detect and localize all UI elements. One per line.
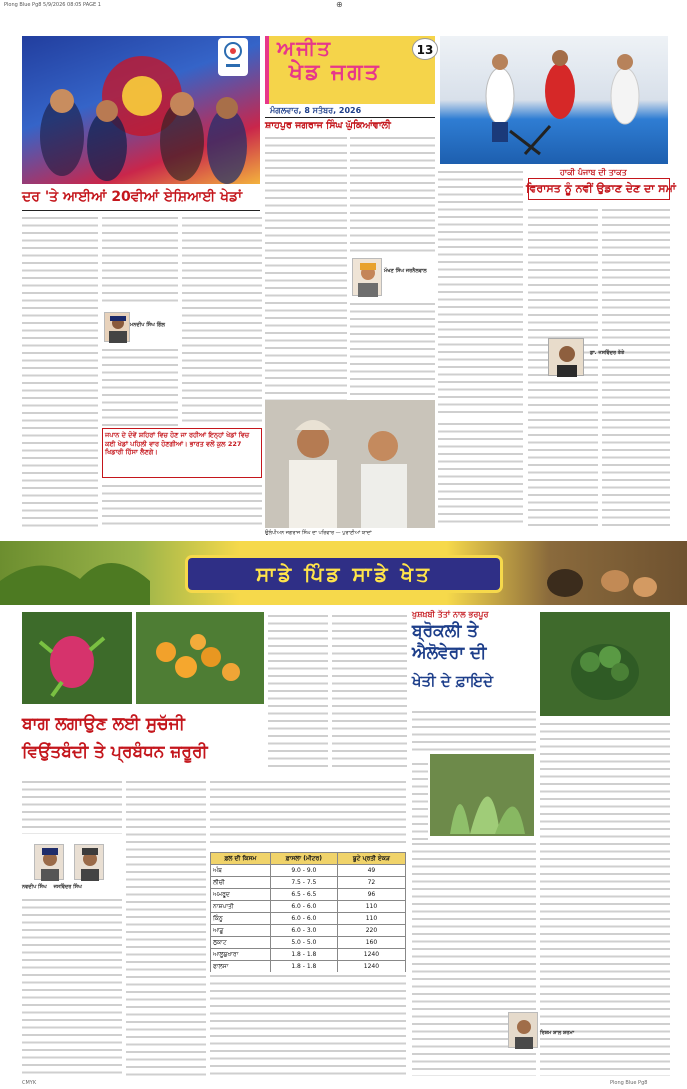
table-cell: 1.8 - 1.8	[270, 961, 337, 973]
table-cell: ਫਾਲਸਾ	[211, 961, 271, 973]
broccoli-headline-line3: ਖੇਤੀ ਦੇ ਫ਼ਾਇਦੇ	[412, 672, 494, 690]
table-cell: 6.0 - 3.0	[270, 925, 337, 937]
table-cell: ਆੜੂ	[211, 925, 271, 937]
footer-left: CMYK	[22, 1080, 37, 1086]
table-header: ਬੂਟੇ ਪ੍ਰਤੀ ਏਕੜ	[337, 853, 405, 865]
left-story-col3	[182, 214, 262, 426]
garden-col2	[126, 778, 206, 1076]
table-row	[211, 889, 406, 901]
garden-headline-line2: ਵਿਉਂਤਬੰਦੀ ਤੇ ਪ੍ਰਬੰਧਨ ਜ਼ਰੂਰੀ	[22, 742, 208, 762]
spacing-table-grid	[210, 852, 406, 985]
left-story-col1	[22, 214, 98, 530]
table-header: ਫ਼ਲ ਦੀ ਕਿਸਮ	[211, 853, 271, 865]
middle-byline: ਸ਼ਾਹਪੁਰ ਜਗਰਾਜ ਸਿੰਘ ਘੁੱਕਿਆਂਵਾਲੀ	[265, 120, 391, 131]
middle-col3b	[438, 420, 523, 528]
garden-col3	[210, 778, 406, 848]
table-cell: ਅਮਰੂਦ	[211, 889, 271, 901]
broccoli-headline-line2: ਐਲੋਵੇਰਾ ਦੀ	[412, 643, 487, 663]
table-cell: 9.0 - 9.0	[270, 865, 337, 877]
hockey-col2	[602, 206, 670, 526]
author-portrait-rishamshal	[508, 1012, 538, 1048]
table-cell: ਆਲੂਬੁਖਾਰਾ	[211, 949, 271, 961]
loquat-photo	[136, 612, 264, 704]
footer-right: Plong Blue Pg8	[610, 1080, 648, 1086]
table-cell: 220	[337, 925, 405, 937]
strip-text: Plong Blue Pg8 5/9/2026 08:05 PAGE 1	[4, 2, 101, 8]
table-cell: 110	[337, 901, 405, 913]
table-cell: 6.5 - 6.5	[270, 889, 337, 901]
table-header: ਫ਼ਾਸਲਾ (ਮੀਟਰ)	[270, 853, 337, 865]
table-row	[211, 901, 406, 913]
garden-side-col2	[332, 612, 407, 772]
table-cell: 1240	[337, 961, 405, 973]
spacing-table	[210, 852, 406, 985]
highlight-box	[102, 428, 262, 478]
aloe-vera-photo	[430, 754, 534, 836]
author-name-jaswinder: ਡਾ. ਜਸਵਿੰਦਰ ਤੱਤੇ	[590, 350, 625, 356]
table-cell: 72	[337, 877, 405, 889]
garden-col3b	[210, 972, 406, 1076]
table-row	[211, 865, 406, 877]
table-cell: ਲੀਚੀ	[211, 877, 271, 889]
table-row	[211, 937, 406, 949]
portrait-jaswinder	[548, 338, 584, 376]
table-cell: ਅੰਬ	[211, 865, 271, 877]
garden-authors: ਨਵਦੀਪ ਸਿੰਘ ਜਸਵਿੰਦਰ ਸਿੰਘ	[22, 884, 82, 890]
hockey-headline: ਵਿਰਾਸਤ ਨੂੰ ਨਵੀਂ ਉਡਾਣ ਦੇਣ ਦਾ ਸਮਾਂ	[526, 182, 676, 195]
printer-strip	[0, 0, 687, 10]
middle-col2	[350, 134, 435, 254]
table-cell: ਕਿੰਨੂ	[211, 913, 271, 925]
page-number: 13	[416, 43, 434, 57]
author-name-mandeep: ਮਨਦੀਪ ਸਿੰਘ ਗਿੱਲ	[130, 322, 166, 328]
left-story-col2b	[102, 346, 178, 426]
broccoli-col-intro	[412, 708, 536, 752]
table-row	[211, 961, 406, 973]
table-row	[211, 949, 406, 961]
registration-mark-icon: ⊕	[336, 0, 343, 9]
table-cell: ਨਾਸ਼ਪਾਤੀ	[211, 901, 271, 913]
broccoli-col2	[540, 720, 670, 1076]
family-photo-caption: ਉਲੰਪੀਅਨ ਜਗਰਾਜ ਸਿੰਘ ਦਾ ਪਰਿਵਾਰ — ਪੁਰਾਣੀਆਂ ਯਾਦਾਂ	[265, 530, 372, 536]
page-number-badge	[412, 38, 438, 60]
dragon-fruit-photo	[22, 612, 132, 704]
hockey-players-graphic	[440, 36, 668, 164]
table-cell: 110	[337, 913, 405, 925]
left-story-col2c	[102, 482, 262, 530]
table-cell: 6.0 - 6.0	[270, 901, 337, 913]
hockey-photo	[440, 36, 668, 164]
garden-side-col	[268, 612, 328, 772]
table-cell: 6.0 - 6.0	[270, 913, 337, 925]
table-row	[211, 877, 406, 889]
table-cell: 49	[337, 865, 405, 877]
table-cell: 7.5 - 7.5	[270, 877, 337, 889]
masthead-title-top: ਅਜੀਤ	[277, 36, 333, 60]
table-cell: 1240	[337, 949, 405, 961]
table-cell: ਲੁਕਾਟ	[211, 937, 271, 949]
table-row	[211, 925, 406, 937]
middle-col3	[438, 168, 523, 418]
hockey-kicker: ਹਾਕੀ ਪੰਜਾਬ ਦੀ ਤਾਕਤ	[560, 168, 627, 177]
author-name-rishamshal: ਰਿਸ਼ਮ ਸ਼ਾਲ ਸ਼ਰਮਾ	[540, 1030, 575, 1036]
broccoli-kicker: ਖੁਸ਼ਖ਼ਬੀ ਤੱਤਾਂ ਨਾਲ ਭਰਪੂਰ	[412, 610, 489, 619]
masthead-date: ਮੰਗਲਵਾਰ, 8 ਸਤੰਬਰ, 2026	[270, 106, 362, 115]
broccoli-photo	[540, 612, 670, 716]
garden-col1	[22, 778, 122, 834]
left-story-headline: ਦਰ 'ਤੇ ਆਈਆਂ 20ਵੀਆਂ ਏਸ਼ਿਆਈ ਖੇਡਾਂ	[22, 189, 243, 205]
garden-headline-line1: ਬਾਗ ਲਗਾਉਣ ਲਈ ਸੁਚੱਜੀ	[22, 714, 185, 734]
left-story-col2	[102, 214, 178, 304]
table-cell: 1.8 - 1.8	[270, 949, 337, 961]
portrait-caption-makhan: ਮੱਖਣ ਸਿੰਘ ਜਰਨੈਲਵਾਲ	[384, 268, 427, 274]
author-portrait-jaswinder-singh	[74, 844, 104, 880]
table-cell: 5.0 - 5.0	[270, 937, 337, 949]
table-cell: 160	[337, 937, 405, 949]
masthead	[265, 36, 435, 104]
ioc-logo-icon	[218, 38, 248, 76]
masthead-title-bottom: ਖੇਡ ਜਗਤ	[289, 60, 381, 85]
family-photo	[265, 400, 435, 528]
divider	[22, 210, 260, 211]
banner-title: ਸਾਡੇ ਪਿੰਡ ਸਾਡੇ ਖੇਤ	[256, 562, 432, 586]
author-portrait-navdeep	[34, 844, 64, 880]
garden-col1b	[22, 896, 122, 1076]
broccoli-headline-line1: ਬ੍ਰੋਕਲੀ ਤੇ	[412, 621, 479, 641]
author-portrait-mandeep	[104, 312, 130, 342]
family-photo-graphic	[265, 400, 435, 528]
table-row	[211, 913, 406, 925]
divider	[265, 117, 435, 118]
table-cell: 96	[337, 889, 405, 901]
highlight-text: ਜਪਾਨ ਦੇ ਦੋਵੇਂ ਸ਼ਹਿਰਾਂ ਵਿਚ ਹੋਣ ਜਾ ਰਹੀਆਂ ਇਨ੍ਹਾਂ ਖੇਡਾਂ ਵਿਚ ਕਈ ਖੇਡਾਂ ਪਹਿਲੀ ਵਾਰ ਹੋਣਗੀਆਂ। ਭਾਰਤ ਵਲੋਂ ਕੁਲ 227 ਖਿਡਾਰੀ ਹਿੱਸਾ ਲੈਣਗੇ।	[105, 431, 250, 456]
portrait-makhan-singh	[352, 258, 382, 296]
table-header-row	[211, 853, 406, 865]
